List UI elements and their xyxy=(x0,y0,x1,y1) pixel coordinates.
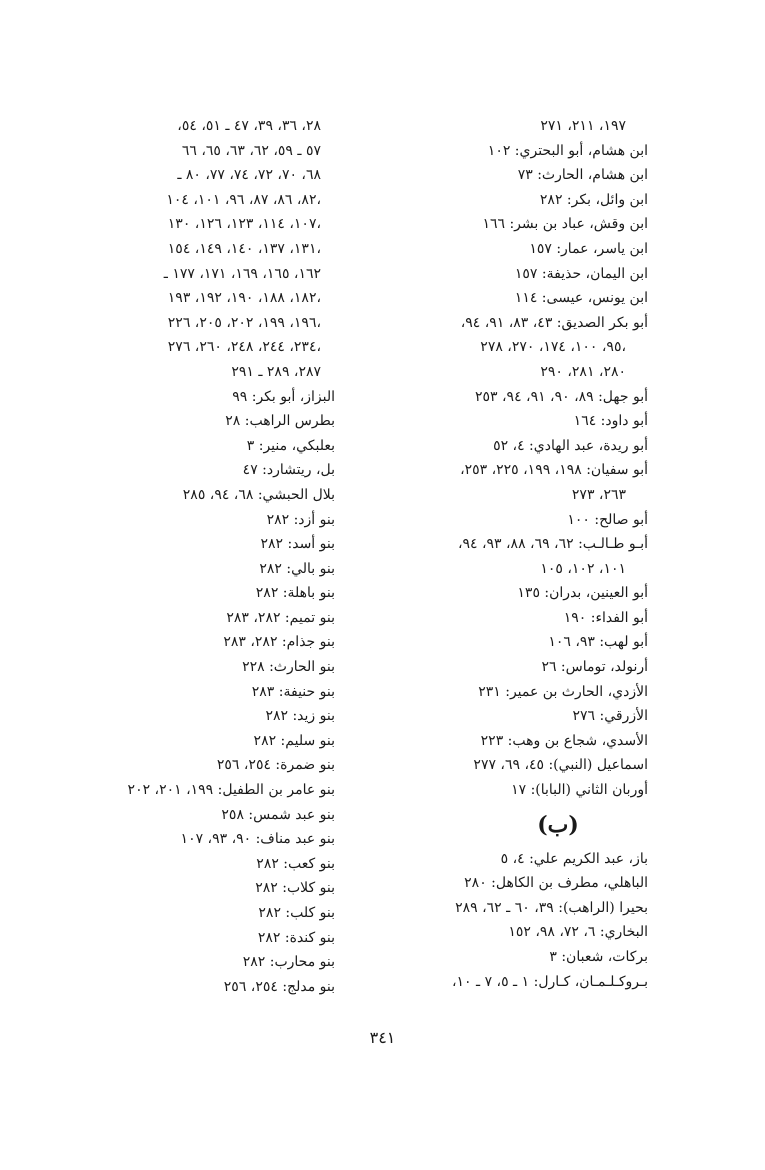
index-entry: أرنولد، توماس: ٢٦ xyxy=(541,659,648,676)
index-entry: بعلبكي، منير: ٣ xyxy=(246,437,335,454)
index-entry-continuation: ١٠٧، ١١٤، ١٢٣، ١٢٦، ١٣٠، xyxy=(167,216,321,233)
index-entry: بـروكـلـمـان، كـارل: ١ ـ ٥، ٧ ـ ١٠، xyxy=(451,973,648,990)
index-entry: ابن يونس، عيسى: ١١٤ xyxy=(514,290,648,307)
section-heading-ba: (ب) xyxy=(537,811,579,838)
index-entry: بنو سليم: ٢٨٢ xyxy=(253,732,335,749)
index-entry: ابن هشام، الحارث: ٧٣ xyxy=(517,167,648,184)
index-entry: البخاري: ٦، ٧٢، ٩٨، ١٥٢ xyxy=(508,924,648,941)
index-entry: أبو بكر الصديق: ٤٣، ٨٣، ٩١، ٩٤، xyxy=(460,314,648,331)
index-entry: بنو عبد مناف: ٩٠، ٩٣، ١٠٧ xyxy=(180,831,335,848)
index-column-right xyxy=(348,114,648,994)
index-entry: أبـو طـالـب: ٦٢، ٦٩، ٨٨، ٩٣، ٩٤، xyxy=(457,536,648,553)
index-entry: أبو داود: ١٦٤ xyxy=(573,413,648,430)
index-entry: بنو الحارث: ٢٢٨ xyxy=(242,659,335,676)
index-entry-continuation: ٢٨٧، ٢٨٩ ـ ٢٩١ xyxy=(231,363,321,380)
index-entry: الأسدي، شجاع بن وهب: ٢٢٣ xyxy=(480,732,648,749)
index-entry: بنو ضمرة: ٢٥٤، ٢٥٦ xyxy=(216,757,335,774)
index-entry-continuation: ٢٦٣، ٢٧٣ xyxy=(571,486,626,503)
index-entry: باز، عبد الكريم علي: ٤، ٥ xyxy=(500,850,648,867)
index-entry: بنو أسد: ٢٨٢ xyxy=(260,536,335,553)
index-entry: بنو كعب: ٢٨٢ xyxy=(256,855,335,872)
index-entry: بحيرا (الراهب): ٣٩، ٦٠ ـ ٦٢، ٢٨٩ xyxy=(455,899,648,916)
index-entry: بنو جذام: ٢٨٢، ٢٨٣ xyxy=(223,634,335,651)
index-entry-continuation: ١٣١، ١٣٧، ١٤٠، ١٤٩، ١٥٤، xyxy=(167,240,321,257)
index-entry-continuation: ٦٨، ٧٠، ٧٢، ٧٤، ٧٧، ٨٠ ـ xyxy=(177,167,321,184)
index-entries-ba xyxy=(348,847,648,995)
index-entry: ابن اليمان، حذيفة: ١٥٧ xyxy=(514,265,648,282)
index-entry-continuation: ١٠١، ١٠٢، ١٠٥ xyxy=(540,560,626,577)
index-entry: بنو عبد شمس: ٢٥٨ xyxy=(221,806,335,823)
index-entry: بطرس الراهب: ٢٨ xyxy=(225,413,335,430)
index-entry: بنو عامر بن الطفيل: ١٩٩، ٢٠١، ٢٠٢ xyxy=(127,782,335,799)
index-entry: أبو ريدة، عبد الهادي: ٤، ٥٢ xyxy=(493,437,648,454)
index-entry: بنو حنيفة: ٢٨٣ xyxy=(251,683,335,700)
index-entry: الأزدي، الحارث بن عمير: ٢٣١ xyxy=(478,683,648,700)
page-number: ٣٤١ xyxy=(369,1028,396,1047)
index-entry: أبو صالح: ١٠٠ xyxy=(567,511,648,528)
index-entry: أبو العينين، بدران: ١٣٥ xyxy=(517,585,648,602)
index-entry: بنو كندة: ٢٨٢ xyxy=(257,929,335,946)
index-entry: أبو سفيان: ١٩٨، ١٩٩، ٢٢٥، ٢٥٣، xyxy=(460,462,648,479)
index-entry: أبو جهل: ٨٩، ٩٠، ٩١، ٩٤، ٢٥٣ xyxy=(475,388,648,405)
index-entry: الأزرقي: ٢٧٦ xyxy=(572,708,648,725)
index-entry: بنو تميم: ٢٨٢، ٢٨٣ xyxy=(226,609,335,626)
index-entry: بنو زيد: ٢٨٢ xyxy=(265,708,335,725)
index-entry: بنو كلب: ٢٨٢ xyxy=(258,905,335,921)
index-entry: البزاز، أبو بكر: ٩٩ xyxy=(232,388,335,405)
index-entry: ابن وائل، بكر: ٢٨٢ xyxy=(539,191,648,208)
index-entry-continuation: ١٩٦، ١٩٩، ٢٠٢، ٢٠٥، ٢٢٦، xyxy=(167,314,321,331)
index-entry-continuation: ٢٣٤، ٢٤٤، ٢٤٨، ٢٦٠، ٢٧٦، xyxy=(167,339,321,356)
index-entry-continuation: ٢٨، ٣٦، ٣٩، ٤٧ ـ ٥١، ٥٤، xyxy=(177,118,321,134)
index-entry: أوربان الثاني (البابا): ١٧ xyxy=(511,782,648,799)
index-entry-continuation: ٨٢، ٨٦، ٨٧، ٩٦، ١٠١، ١٠٤، xyxy=(166,191,321,208)
index-entry: أبو الفداء: ١٩٠ xyxy=(563,609,648,626)
index-entry: بلال الحبشي: ٦٨، ٩٤، ٢٨٥ xyxy=(182,486,335,503)
index-entry: بنو مدلج: ٢٥٤، ٢٥٦ xyxy=(223,978,335,995)
index-entries-alif xyxy=(348,114,648,803)
index-entry-continuation: ١٨٢، ١٨٨، ١٩٠، ١٩٢، ١٩٣، xyxy=(167,290,321,307)
index-entry: بنو محارب: ٢٨٢ xyxy=(242,954,335,971)
index-entry: الباهلي، مطرف بن الكاهل: ٢٨٠ xyxy=(464,875,648,892)
index-entry: بركات، شعبان: ٣ xyxy=(549,949,648,965)
index-entry: بنو كلاب: ٢٨٢ xyxy=(255,880,335,897)
index-entry: بل، ريتشارد: ٤٧ xyxy=(242,462,335,479)
index-entry-continuation: ٢٨٠، ٢٨١، ٢٩٠ xyxy=(540,363,626,380)
index-entry: بنو باهلة: ٢٨٢ xyxy=(255,585,335,602)
index-entry-continuation: ١٦٢، ١٦٥، ١٦٩، ١٧١، ١٧٧ ـ xyxy=(163,265,321,282)
index-entry: ابن ياسر، عمار: ١٥٧ xyxy=(529,240,648,257)
index-entry-continuation: ٥٧ ـ ٥٩، ٦٢، ٦٣، ٦٥، ٦٦ xyxy=(181,142,321,159)
index-entry: بنو أزد: ٢٨٢ xyxy=(266,511,335,528)
index-entries-ba-continued xyxy=(65,114,335,999)
index-entry: اسماعيل (النبي): ٤٥، ٦٩، ٢٧٧ xyxy=(473,757,648,774)
index-entry-continuation: ٩٥، ١٠٠، ١٧٤، ٢٧٠، ٢٧٨، xyxy=(480,339,626,356)
index-column-left xyxy=(65,114,335,999)
index-entry: بنو بالي: ٢٨٢ xyxy=(259,560,335,577)
index-entry: ابن هشام، أبو البحتري: ١٠٢ xyxy=(487,142,648,159)
index-entry-continuation: ١٩٧، ٢١١، ٢٧١ xyxy=(540,118,626,134)
index-entry: ابن وقش، عباد بن بشر: ١٦٦ xyxy=(482,216,648,233)
index-entry: أبو لهب: ٩٣، ١٠٦ xyxy=(548,634,648,651)
